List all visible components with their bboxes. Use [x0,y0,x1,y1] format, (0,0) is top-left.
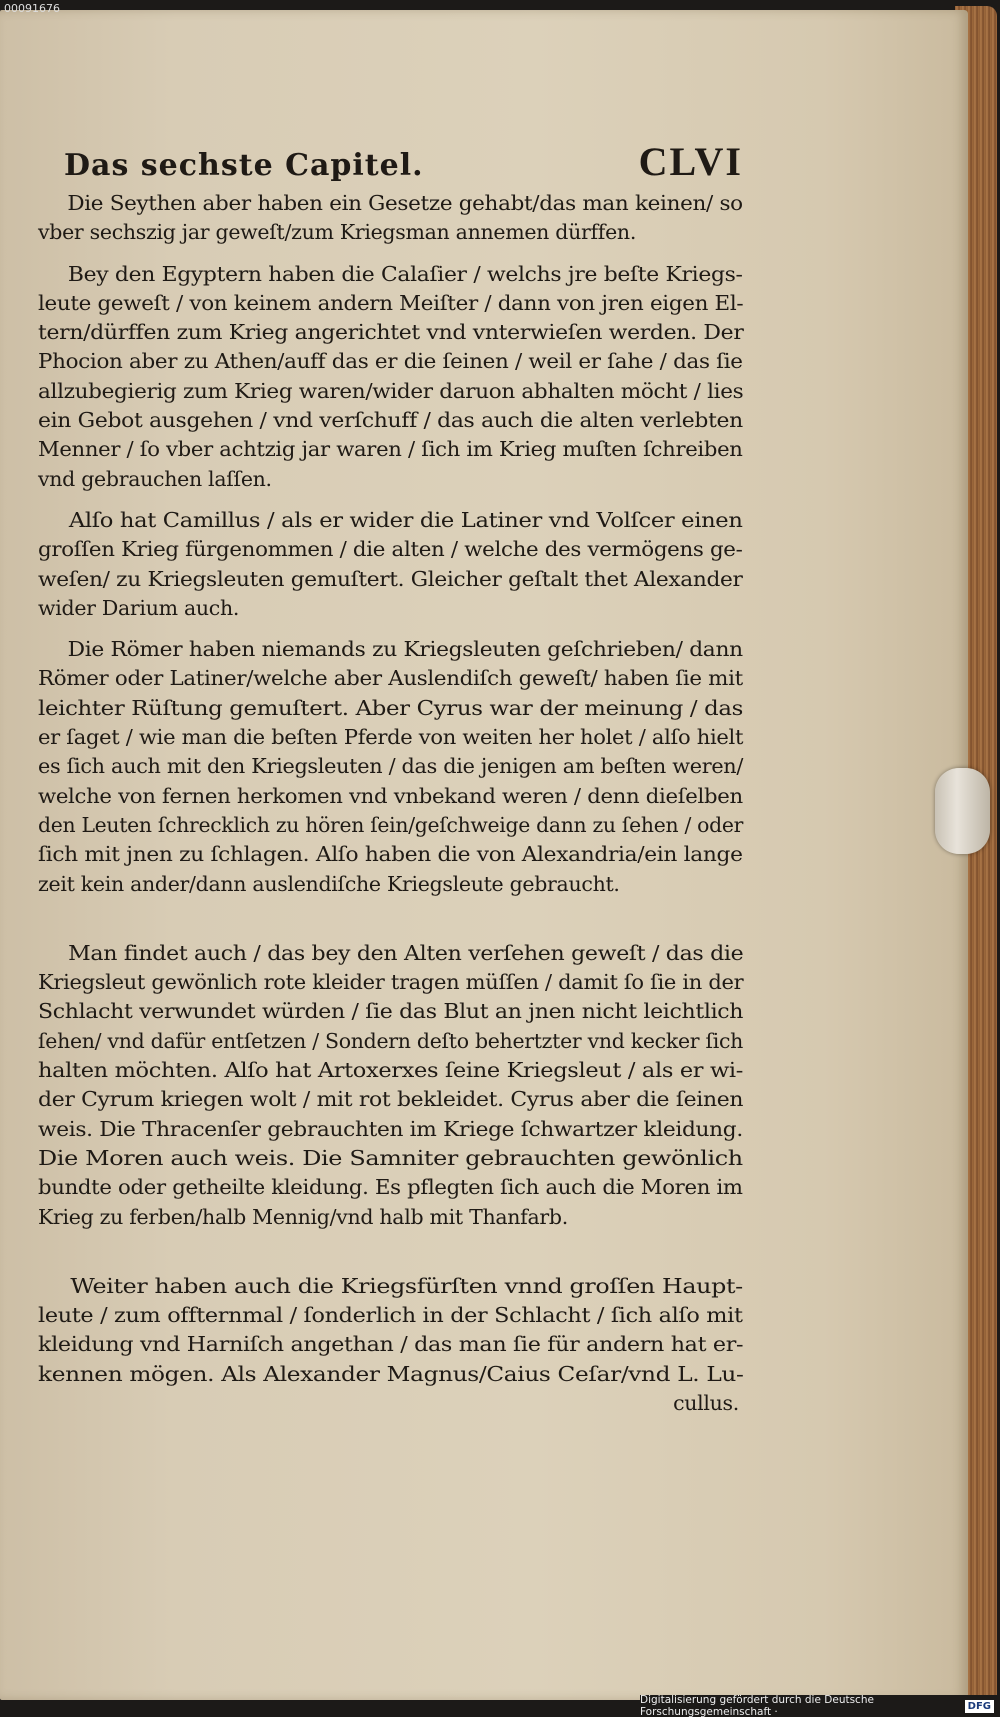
page-clip [935,768,990,854]
folio-number: CLVI [638,139,743,184]
text-line: zeit kein ander/dann auslendiſche Kriegsleute gebraucht. [38,871,620,896]
text-line: groſſen Krieg fürgenommen / die alten / welche des vermögens ge- [38,537,743,562]
paragraph [38,635,743,899]
text-line: vnd gebrauchen laſſen. [38,466,272,491]
text-line: Die Römer haben niemands zu Kriegsleuten geſchrieben/ dann [67,637,743,662]
text-line: wider Darium auch. [38,595,240,620]
text-line: er ſaget / wie man die beſten Pferde von weiten her holet / alſo hielt [38,725,744,750]
text-line: Kriegsleut gewönlich rote kleider tragen müſſen / damit ſo ſie in der [38,970,744,995]
text-line: Weiter haben auch die Kriegsfürſten vnnd groſſen Haupt- [70,1273,743,1298]
text-line: ein Gebot ausgehen / vnd verſchuff / das auch die alten verlebten [38,408,743,433]
text-line: allzubegierig zum Krieg waren/wider daruon abhalten möcht / lies [38,378,744,403]
text-line: halten möchten. Alſo hat Artoxerxes ſeine Kriegsleut / als er wi- [38,1058,743,1083]
text-line: ſich mit jnen zu ſchlagen. Alſo haben die von Alexandria/ein lange [38,842,743,867]
paragraph [38,939,743,1232]
digitization-footer [640,1695,1000,1717]
text-line: welche von fernen herkomen vnd vnbekand weren / denn dieſelben [38,783,743,808]
text-line: Schlacht verwundet würden / ſie das Blut an jnen nicht leichtlich [38,999,744,1024]
running-head: Das sechste Capitel. [64,148,424,183]
text-line: den Leuten ſchrecklich zu hören ſein/geſchweige dann zu ſehen / oder [38,812,744,837]
page-header [64,138,743,185]
text-line: kennen mögen. Als Alexander Magnus/Caius Ceſar/vnd L. Lu- [38,1361,744,1386]
text-line: Römer oder Latiner/welche aber Auslendiſch geweſt/ haben ſie mit [38,666,743,691]
footer-credit: Digitalisierung gefördert durch die Deutsche Forschungsgemeinschaft · [640,1694,874,1717]
text-line: Alſo hat Camillus / als er wider die Latiner vnd Volſcer einen [68,507,743,532]
text-line: cullus. [673,1390,739,1415]
text-line: Krieg zu ferben/halb Mennig/vnd halb mit Thanfarb. [38,1204,568,1229]
text-body [38,189,743,1418]
paragraph [38,260,743,494]
text-line: vber sechszig jar geweſt/zum Kriegsman annemen dürffen. [38,220,637,245]
text-line: Bey den Egyptern haben die Calaſier / welchs jre beſte Kriegs- [67,261,743,286]
text-line: Die Moren auch weis. Die Samniter gebrauchten gewönlich [38,1145,743,1170]
text-line: es ſich auch mit den Kriegsleuten / das die jenigen am beſten weren/ [38,754,744,779]
text-line: weſen/ zu Kriegsleuten gemuſtert. Gleicher geſtalt thet Alexander [38,566,743,591]
text-line: leute geweſt / von keinem andern Meiſter / dann von jren eigen El- [38,290,744,315]
text-line: tern/dürffen zum Krieg angerichtet vnd vnterwieſen werden. Der [38,320,744,345]
text-line: leute / zum offternmal / ſonderlich in der Schlacht / ſich alſo mit [38,1303,743,1328]
library-id: 00091676 [4,2,60,15]
text-line: ſehen/ vnd dafür entſetzen / Sondern deſto behertzter vnd kecker ſich [38,1028,744,1053]
paragraph [38,189,743,248]
text-line: Man findet auch / das bey den Alten verſehen geweſt / das die [68,940,744,965]
dfg-logo: DFG [965,1700,994,1713]
text-line: weis. Die Thracenſer gebrauchten im Kriege ſchwartzer kleidung. [38,1116,743,1141]
paragraph [38,1272,743,1418]
page-content [38,138,743,1430]
paragraph [38,506,743,623]
text-line: kleidung vnd Harniſch angethan / das man ſie für andern hat er- [38,1332,744,1357]
text-line: Die Seythen aber haben ein Gesetze gehabt/das man keinen/ so [67,191,743,215]
text-line: bundte oder getheilte kleidung. Es pflegten ſich auch die Moren im [38,1175,743,1200]
text-line: der Cyrum kriegen wolt / mit rot bekleidet. Cyrus aber die ſeinen [38,1087,744,1112]
text-line: leichter Rüſtung gemuſtert. Aber Cyrus war der meinung / das [38,695,744,720]
text-line: Menner / ſo vber achtzig jar waren / ſich im Krieg muſten ſchreiben [38,437,743,462]
text-line: Phocion aber zu Athen/auff das er die ſeinen / weil er ſahe / das ſie [38,349,743,374]
